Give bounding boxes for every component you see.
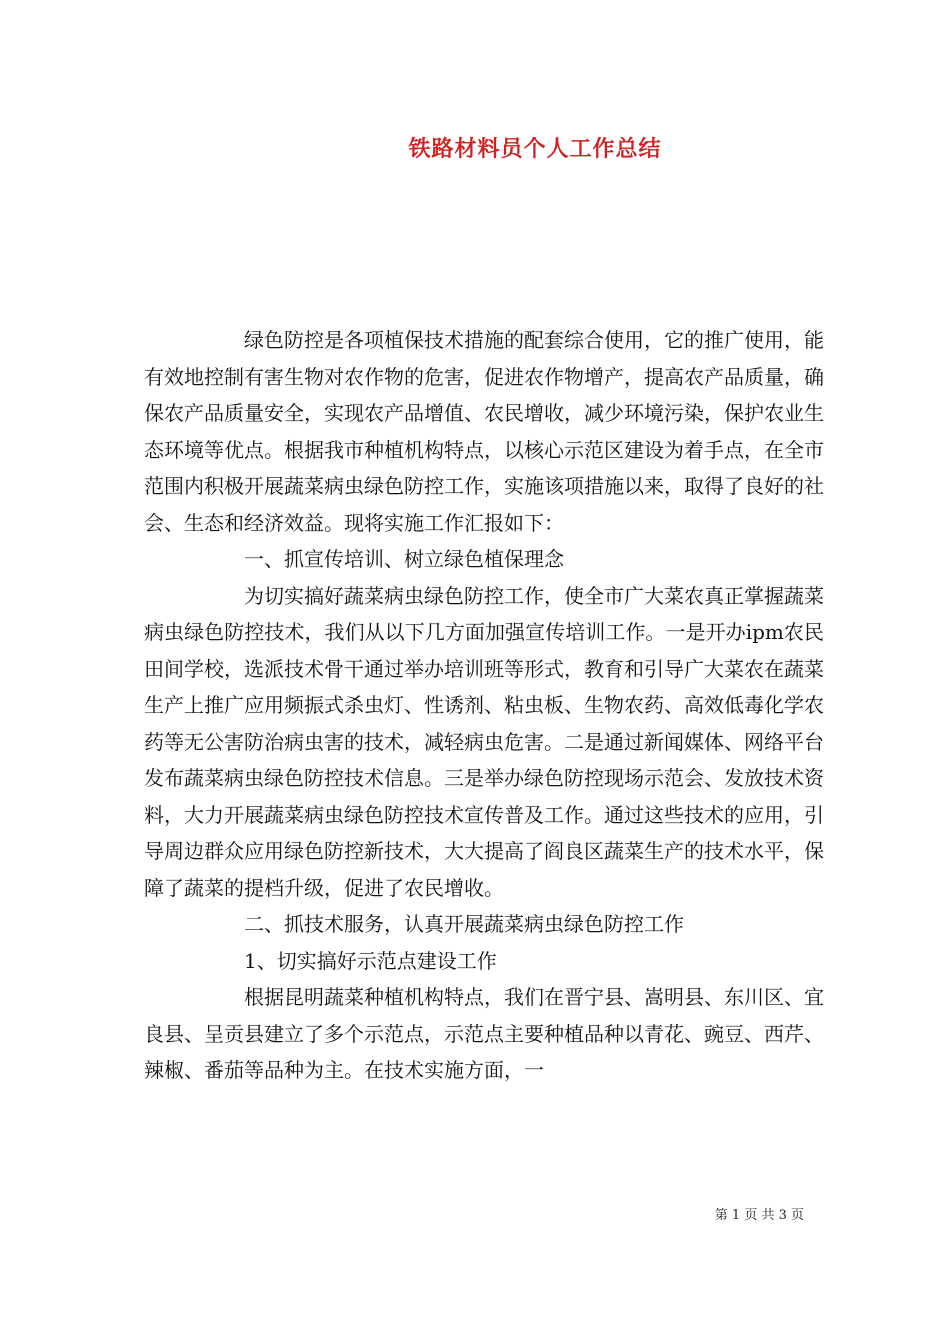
paragraph-training: 为切实搞好蔬菜病虫绿色防控工作，使全市广大菜农真正掌握蔬菜病虫绿色防控技术，我们从以下几方面加强宣传培训工作。一是开办ipm农民田间学校，选派技术骨干通过举办培训班等形式，教育和引导广大菜农在蔬菜生产上推广应用频振式杀虫灯、性诱剂、粘虫板、生物农药、高效低毒化学农药等无公害防治病虫害的技术，减轻病虫危害。二是通过新闻媒体、网络平台发布蔬菜病虫绿色防控技术信息。三是举办绿色防控现场示范会、发放技术资料，大力开展蔬菜病虫绿色防控技术宣传普及工作。通过这些技术的应用，引导周边群众应用绿色防控新技术，大大提高了阎良区蔬菜生产的技术水平，保障了蔬菜的提档升级，促进了农民增收。 — [144, 583, 824, 900]
page-number-footer: 第 1 页 共 3 页 — [714, 1208, 804, 1223]
paragraph-intro: 绿色防控是各项植保技术措施的配套综合使用，它的推广使用，能有效地控制有害生物对农作物的危害，促进农作物增产，提高农产品质量，确保农产品质量安全，实现农产品增值、农民增收，减少环境污染，保护农业生态环境等优点。根据我市种植机构特点，以核心示范区建设为着手点，在全市范围内积极开展蔬菜病虫绿色防控工作，实施该项措施以来，取得了良好的社会、生态和经济效益。现将实施工作汇报如下： — [144, 328, 824, 535]
document-title: 铁路材料员个人工作总结 — [408, 136, 662, 162]
document-body — [144, 322, 824, 1089]
section-heading-1: 一、抓宣传培训、树立绿色植保理念 — [244, 547, 564, 571]
paragraph-demo-sites: 根据昆明蔬菜种植机构特点，我们在晋宁县、嵩明县、东川区、宜良县、呈贡县建立了多个示范点，示范点主要种植品种以青花、豌豆、西芹、辣椒、番茄等品种为主。在技术实施方面，一 — [144, 985, 824, 1082]
subsection-heading-1: 1、切实搞好示范点建设工作 — [244, 948, 497, 973]
section-heading-2: 二、抓技术服务，认真开展蔬菜病虫绿色防控工作 — [244, 912, 684, 936]
